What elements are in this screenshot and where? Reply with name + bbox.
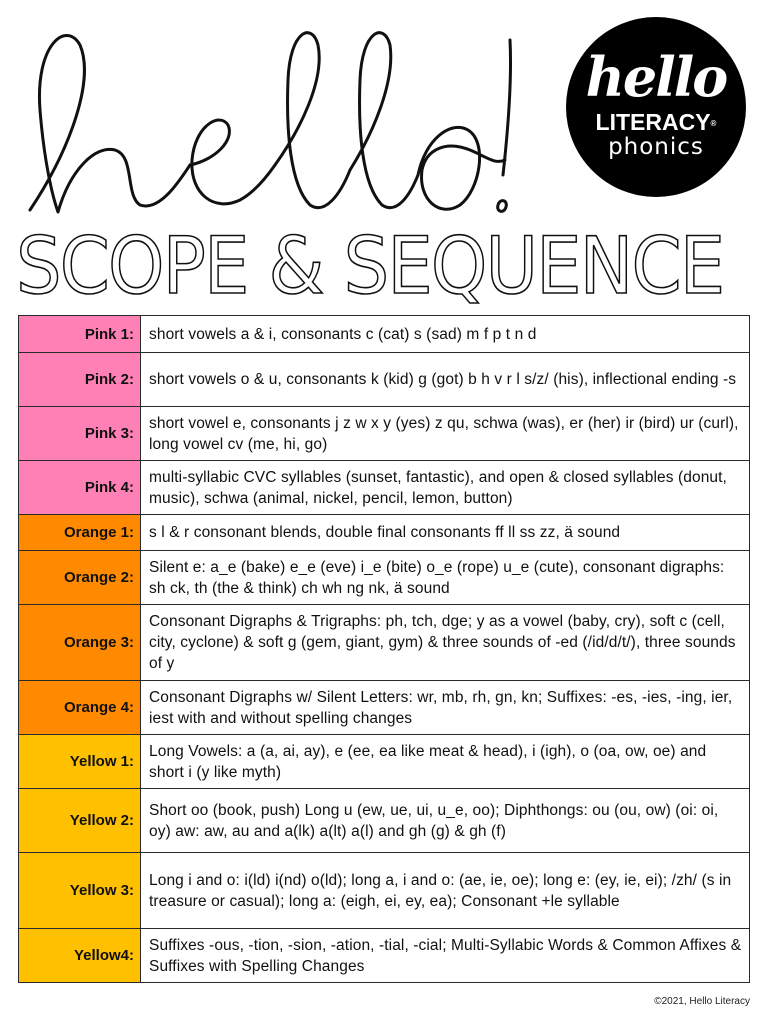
level-description: short vowels a & i, consonants c (cat) s (sad) m f p t n d [141,316,750,353]
level-description: short vowel e, consonants j z w x y (yes) z qu, schwa (was), er (her) ir (bird) ur (curl), long vowel cv (me, hi, go) [141,407,750,461]
level-label: Orange 1: [19,515,141,551]
scope-row [19,735,750,789]
scope-row [19,605,750,681]
logo-hello-text: hello [585,45,727,109]
hello-literacy-phonics-logo [566,17,746,197]
level-description: Consonant Digraphs & Trigraphs: ph, tch, dge; y as a vowel (baby, cry), soft c (cell, city, cyclone) & soft g (gem, giant, gym) & three sounds of -ed (/id/d/t/), three sounds of y [141,605,750,681]
scope-row [19,407,750,461]
level-description: Long i and o: i(ld) i(nd) o(ld); long a, i and o: (ae, ie, oe); long e: (ey, ie, ei); /zh/ (s in treasure or casual); long a: (eigh, ei, ey, ea); Consonant +le syllable [141,853,750,929]
hello-script-title [0,0,560,240]
scope-row [19,929,750,983]
scope-row [19,551,750,605]
level-label: Orange 4: [19,681,141,735]
logo-literacy-text [566,109,746,135]
scope-row [19,515,750,551]
level-label: Yellow 3: [19,853,141,929]
level-label: Yellow 2: [19,789,141,853]
level-label: Pink 3: [19,407,141,461]
level-label: Orange 2: [19,551,141,605]
page-title [16,222,756,312]
level-label: Yellow 1: [19,735,141,789]
scope-row [19,853,750,929]
level-label: Pink 2: [19,353,141,407]
level-description: Short oo (book, push) Long u (ew, ue, ui, u_e, oo); Diphthongs: ou (ou, ow) (oi: oi, oy) aw: aw, au and a(lk) a(lt) a(l) and gh (g) & gh (f) [141,789,750,853]
scope-row [19,789,750,853]
level-description: Silent e: a_e (bake) e_e (eve) i_e (bite) o_e (rope) u_e (cute), consonant digraphs: sh ck, th (the & think) ch wh ng nk, ä sound [141,551,750,605]
scope-row [19,461,750,515]
scope-row [19,353,750,407]
copyright-footer: ©2021, Hello Literacy [654,996,750,1007]
level-description: short vowels o & u, consonants k (kid) g (got) b h v r l s/z/ (his), inflectional ending -s [141,353,750,407]
page-title-text: SCOPE & SEQUENCE [16,222,724,312]
level-label: Orange 3: [19,605,141,681]
level-label: Pink 1: [19,316,141,353]
level-description: Long Vowels: a (a, ai, ay), e (ee, ea like meat & head), i (igh), o (oa, ow, oe) and short i (y like myth) [141,735,750,789]
level-description: Consonant Digraphs w/ Silent Letters: wr, mb, rh, gn, kn; Suffixes: -es, -ies, -ing, ier, iest with and without spelling changes [141,681,750,735]
scope-table-body [19,316,750,983]
level-description: multi-syllabic CVC syllables (sunset, fantastic), and open & closed syllables (donut, music), schwa (animal, nickel, pencil, lemon, button) [141,461,750,515]
scope-row [19,681,750,735]
logo-registered-mark: ® [710,119,717,128]
level-description: s l & r consonant blends, double final consonants ff ll ss zz, ä sound [141,515,750,551]
scope-sequence-table [18,315,750,983]
logo-phonics-text: phonics [608,134,704,160]
scope-row [19,316,750,353]
level-label: Yellow4: [19,929,141,983]
level-description: Suffixes -ous, -tion, -sion, -ation, -tial, -cial; Multi-Syllabic Words & Common Affixes & Suffixes with Spelling Changes [141,929,750,983]
level-label: Pink 4: [19,461,141,515]
logo-literacy-word: LITERACY [595,109,711,135]
